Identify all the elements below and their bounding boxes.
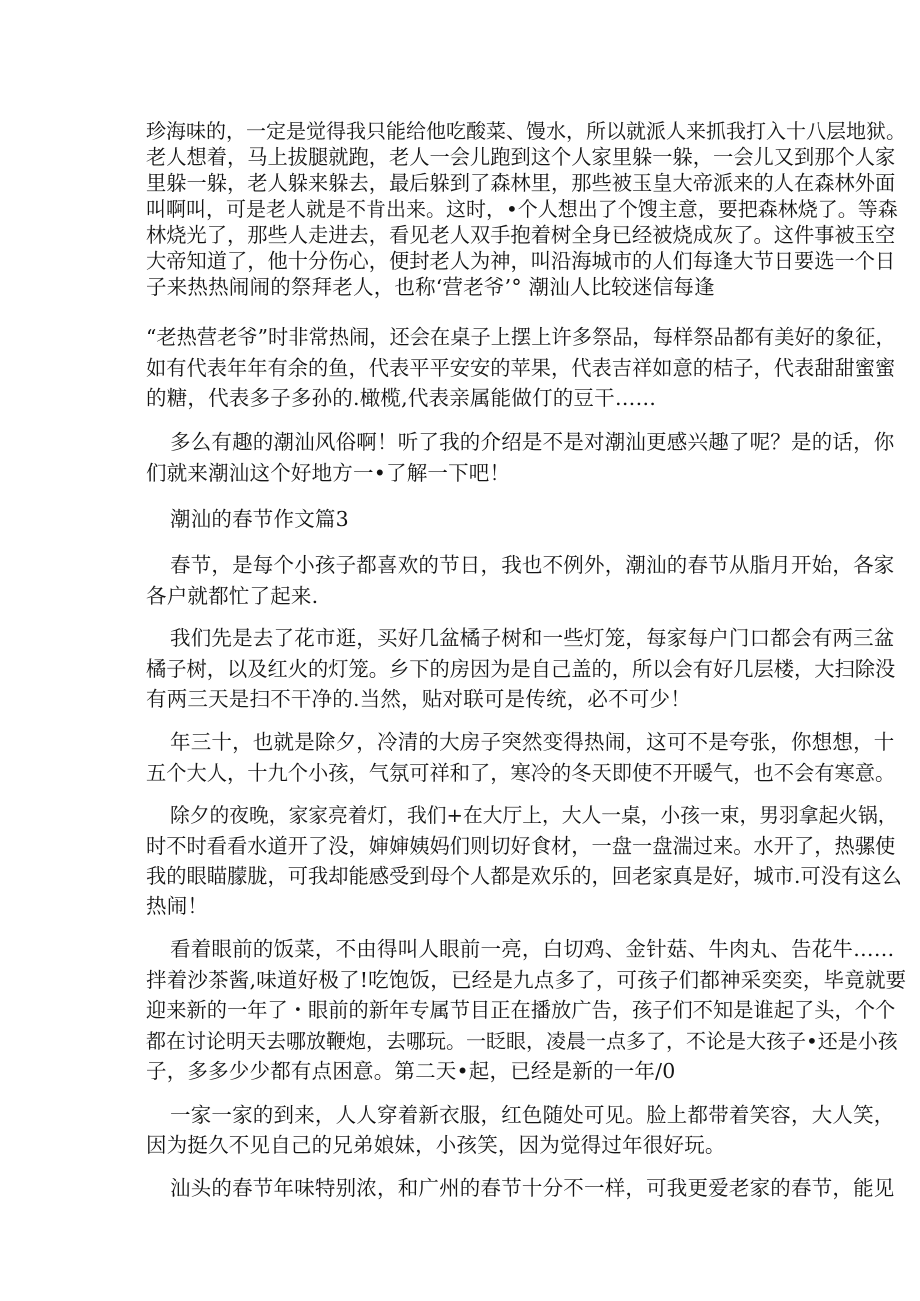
text-line: 子来热热闹闹的祭拜老人，也称‘营老爷’° 潮汕人比较迷信每逢 xyxy=(146,275,715,299)
text-line: 各户就都忙了起来. xyxy=(146,584,319,608)
text-line: “老热营老爷”时非常热闹，还会在桌子上摆上许多祭品，每样祭品都有美好的象征， xyxy=(146,325,896,349)
text-line: 我们先是去了花市逛，买好几盆橘子树和一些灯笼，每家每户门口都会有两三盆 xyxy=(170,626,895,650)
text-line: 叫啊叫，可是老人就是不肯出来。这时，•个人想出了个馊主意，要把森林烧了。等森 xyxy=(146,197,898,221)
text-line: 春节，是每个小孩子都喜欢的节日，我也不例外，潮汕的春节从脂月开始，各家 xyxy=(170,553,895,577)
text-line: 五个大人，十九个小孩，气氛可祥和了，寒冷的冬天即使不开暖气，也不会有寒意。 xyxy=(146,761,896,785)
text-line: 汕头的春节年味特别浓，和广州的春节十分不一样，可我更爱老家的春节，能见 xyxy=(170,1176,895,1200)
text-line: 看着眼前的饭菜，不由得叫人眼前一亮，白切鸡、金针菇、牛肉丸、告花牛…… xyxy=(170,937,895,961)
text-line: 我的眼瞄朦胧，可我却能感受到母个人都是欢乐的，回老家真是好，城市.可没有这么 xyxy=(146,864,902,888)
text-line: 珍海味的，一定是觉得我只能给他吃酸菜、馒水，所以就派人来抓我打入十八层地狱。 xyxy=(146,119,906,143)
text-line: 大帝知道了，他十分伤心，便封老人为神，叫沿海城市的人们每逢大节日要选一个日 xyxy=(146,249,896,273)
text-line: 时不时看看水道开了没，婶婶姨妈们则切好食材，一盘一盘湍过来。水开了，热骡使 xyxy=(146,834,896,858)
text-line: 一家一家的到来，人人穿着新衣服，红色随处可见。脸上都带着笑容，大人笑， xyxy=(170,1103,895,1127)
text-line: 年三十，也就是除夕，冷清的大房子突然变得热闹，这可不是夸张，你想想，十 xyxy=(170,730,895,754)
text-line: 都在讨论明天去哪放鞭炮，去哪玩。一眨眼，凌晨一点多了，不论是大孩子•还是小孩 xyxy=(146,1029,898,1053)
text-line: 子，多多少少都有点困意。第二天•起，已经是新的一年/0 xyxy=(146,1059,676,1083)
text-line: 如有代表年年有余的鱼，代表平平安安的苹果，代表吉祥如意的桔子，代表甜甜蜜蜜 xyxy=(146,356,896,380)
text-line: 有两三天是扫不干净的.当然，贴对联可是传统，必不可少！ xyxy=(146,687,691,711)
text-line: 橘子树，以及红火的灯笼。乡下的房因为是自己盖的，所以会有好几层楼，大扫除没 xyxy=(146,657,896,681)
text-line: 多么有趣的潮汕风俗啊！听了我的介绍是不是对潮汕更感兴趣了呢？是的话，你 xyxy=(170,430,895,454)
heading-line: 潮汕的春节作文篇3 xyxy=(170,507,349,531)
text-line: 除夕的夜晚，家家亮着灯，我们+在大厅上，大人一桌，小孩一束，男羽拿起火锅， xyxy=(170,804,898,827)
text-line: 林烧光了，那些人走进去，看见老人双手抱着树全身已经被烧成灰了。这件事被玉空 xyxy=(146,223,896,247)
text-line: 迎来新的一年了・眼前的新年专属节目正在播放广告，孩子们不知是谁起了头，个个 xyxy=(146,998,896,1022)
text-line: 因为挺久不见自己的兄弟娘妹，小孩笑，因为觉得过年很好玩。 xyxy=(146,1133,726,1157)
text-line: 们就来潮汕这个好地方一•了解一下吧！ xyxy=(146,461,511,485)
text-line: 里躲一躲，老人躲来躲去，最后躲到了森林里，那些被玉皇大帝派来的人在森林外面 xyxy=(146,171,896,195)
text-line: 老人想着，马上拔腿就跑，老人一会儿跑到这个人家里躲一躲，一会儿又到那个人家 xyxy=(146,145,896,169)
text-line: 拌着沙茶酱,味道好极了!吃饱饭，已经是九点多了，可孩子们都神采奕奕，毕竟就要 xyxy=(146,968,907,992)
text-line: 热闹！ xyxy=(146,894,209,918)
text-line: 的糖，代表多子多孙的.橄榄,代表亲属能做仃的豆干…… xyxy=(146,386,657,410)
